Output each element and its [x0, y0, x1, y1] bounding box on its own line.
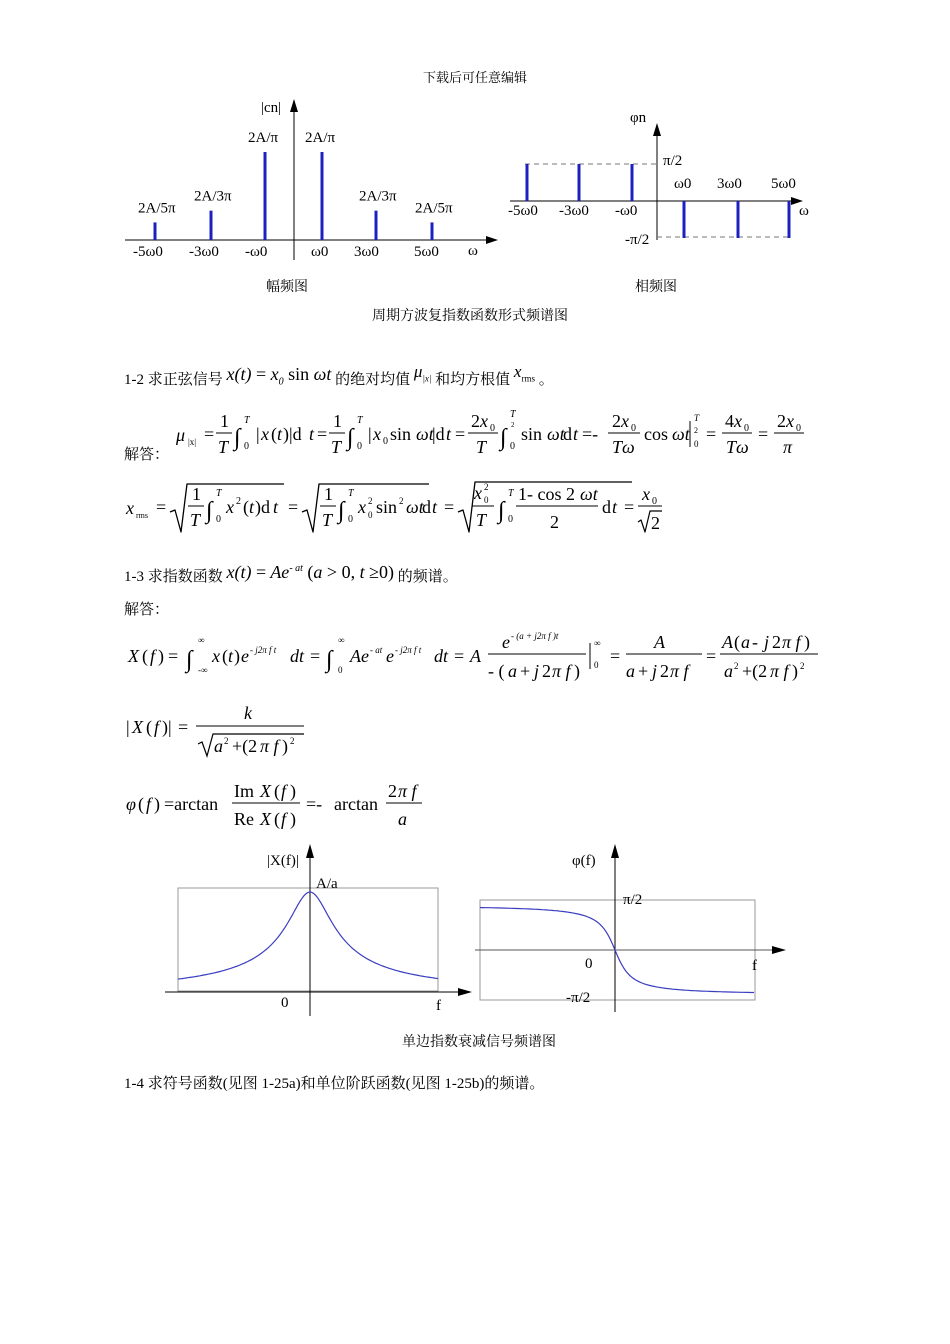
svg-text:|x|: |x| — [188, 437, 197, 447]
svg-text:T: T — [244, 415, 250, 426]
amp-xtick: -5ω0 — [133, 244, 163, 260]
svg-text:2: 2 — [651, 513, 660, 533]
svg-text:∫: ∫ — [234, 425, 241, 451]
p12-mu-symbol: $\mu_{|x|}$ — [413, 362, 432, 384]
svg-text:- j2π f t: - j2π f t — [395, 645, 422, 655]
svg-text:∫: ∫ — [500, 425, 507, 451]
svg-text:π f: π f — [770, 661, 789, 681]
svg-text:(: ( — [271, 424, 277, 444]
svg-text:A: A — [654, 632, 665, 652]
phase-xtick-pos: ω0 — [674, 176, 692, 192]
svg-text:2: 2 — [511, 421, 515, 429]
svg-text:f: f — [146, 794, 152, 814]
svg-text:1: 1 — [192, 484, 201, 504]
p12-text-a: 1-2 求正弦信号 — [124, 372, 223, 388]
svg-text:): ) — [804, 632, 810, 652]
svg-text:T: T — [216, 488, 222, 499]
svg-text:dt: dt — [434, 646, 449, 666]
svg-text:(: ( — [222, 646, 228, 666]
svg-text:j: j — [764, 632, 770, 652]
phase-axis-label: φn — [630, 110, 647, 126]
svg-text:sin: sin — [390, 424, 412, 444]
svg-text:ωt: ωt — [580, 484, 598, 504]
problem-1-4: 1-4 求符号函数(见图 1-25a)和单位阶跃函数(见图 1-25b)的频谱。 — [124, 1076, 545, 1092]
svg-text:∞: ∞ — [338, 635, 345, 645]
svg-text:(: ( — [734, 632, 740, 652]
svg-text:X: X — [132, 717, 143, 737]
svg-text:t: t — [612, 497, 618, 517]
svg-text:X: X — [260, 781, 271, 801]
mag-x-axis-label: f — [436, 998, 441, 1014]
svg-text:t: t — [277, 424, 283, 444]
svg-text:T: T — [331, 437, 342, 457]
svg-text:0: 0 — [484, 495, 489, 505]
phase2-axis-label: φ(f) — [572, 853, 596, 869]
svg-text:f: f — [281, 809, 287, 829]
svg-text:j: j — [534, 661, 540, 681]
svg-text:ωt: ωt — [416, 424, 434, 444]
svg-text:=: = — [444, 497, 455, 517]
svg-text:d: d — [563, 424, 572, 444]
svg-text:2: 2 — [388, 781, 397, 801]
svg-text:a: a — [398, 809, 407, 829]
p12-mu-equation — [172, 405, 822, 465]
svg-text:a: a — [508, 661, 517, 681]
svg-text:|: | — [368, 424, 372, 444]
svg-text:f: f — [150, 646, 156, 666]
svg-text:∫: ∫ — [498, 498, 505, 524]
svg-text:(: ( — [274, 809, 280, 829]
svg-text:=: = — [178, 717, 189, 737]
amp-axis-label: |cn| — [261, 100, 282, 116]
svg-text:- (a + j2π f )t: - (a + j2π f )t — [511, 631, 559, 641]
svg-text:T: T — [476, 510, 487, 530]
svg-text:-: - — [752, 632, 758, 652]
svg-text:0: 0 — [216, 514, 221, 525]
svg-text:): ) — [574, 661, 580, 681]
svg-text:(: ( — [138, 794, 144, 814]
svg-text:2: 2 — [800, 661, 805, 671]
svg-text:x: x — [373, 424, 381, 444]
svg-text:0: 0 — [368, 510, 373, 520]
svg-text:=-: =- — [306, 794, 323, 814]
svg-text:e: e — [502, 632, 510, 652]
phase2-bottom-label: -π/2 — [566, 990, 591, 1006]
fig2-title: 单边指数衰减信号频谱图 — [402, 1035, 556, 1050]
amp-xtick: -ω0 — [245, 244, 268, 260]
p13-text-a: 1-3 求指数函数 — [124, 569, 223, 585]
svg-text:2: 2 — [399, 496, 404, 506]
svg-text:Im: Im — [234, 781, 254, 801]
svg-text:∞: ∞ — [198, 635, 205, 645]
svg-text:+(2: +(2 — [742, 661, 768, 681]
svg-text:∫: ∫ — [326, 647, 333, 673]
mag-axis-label: |X(f)| — [267, 853, 299, 869]
svg-text:2: 2 — [224, 736, 229, 746]
svg-text:): ) — [234, 646, 240, 666]
phase2-y-arrow — [611, 844, 619, 858]
phase-xtick-pos: 3ω0 — [717, 176, 742, 192]
svg-text:): ) — [290, 809, 296, 829]
svg-text:Tω: Tω — [612, 437, 635, 457]
svg-text:0: 0 — [796, 423, 801, 434]
svg-text:0: 0 — [244, 441, 249, 452]
p13-magnitude-equation — [124, 698, 324, 760]
svg-text:t: t — [273, 497, 279, 517]
svg-text:x: x — [261, 424, 269, 444]
svg-text:0: 0 — [631, 423, 636, 434]
svg-text:|: | — [256, 424, 260, 444]
svg-text:2: 2 — [368, 496, 373, 506]
phase-xtick-neg: -5ω0 — [508, 203, 538, 219]
amp-bar-label: 2A/5π — [138, 200, 176, 217]
svg-text:2: 2 — [612, 411, 621, 431]
p12-xrms-symbol: $x_{rms}$ — [513, 362, 535, 384]
p12-text-d: 。 — [538, 372, 554, 388]
svg-text:f: f — [281, 781, 287, 801]
amp-xtick: -3ω0 — [189, 244, 219, 260]
svg-text:): ) — [282, 736, 288, 756]
svg-text:k: k — [244, 703, 252, 723]
amplitude-spectrum-chart — [120, 95, 510, 300]
svg-text:e: e — [386, 646, 394, 666]
svg-text:t: t — [432, 497, 438, 517]
svg-text:t: t — [249, 497, 255, 517]
amp-x-axis-label: ω — [468, 243, 478, 259]
svg-text:π f: π f — [260, 736, 279, 756]
svg-text:2: 2 — [550, 512, 559, 532]
svg-text:d: d — [602, 497, 611, 517]
svg-text:0: 0 — [357, 441, 362, 452]
svg-text:4: 4 — [725, 411, 734, 431]
phase2-x-arrow — [772, 946, 786, 954]
svg-text:2: 2 — [484, 482, 489, 492]
problem-1-3 — [124, 562, 458, 586]
svg-text:): ) — [154, 794, 160, 814]
svg-text:x: x — [474, 483, 482, 503]
svg-text:+: + — [520, 661, 531, 681]
svg-text:x: x — [480, 411, 488, 431]
p13-fourier-equation — [124, 625, 834, 687]
p13-signal-formula: $x(t) = Ae^{- at}$ (a > 0, t ≥0) — [226, 562, 394, 582]
svg-text:=: = — [706, 424, 717, 444]
amp-bar-label: 2A/3π — [359, 188, 397, 205]
svg-text:0: 0 — [383, 436, 388, 447]
svg-text:(: ( — [146, 717, 152, 737]
p12-answer-label: 解答： — [124, 447, 170, 463]
svg-text:t: t — [309, 424, 315, 444]
svg-text:): ) — [290, 781, 296, 801]
mag-peak-label: A/a — [316, 876, 338, 892]
svg-text:=: = — [455, 424, 466, 444]
svg-text:a: a — [724, 661, 733, 681]
svg-text:rms: rms — [136, 511, 148, 520]
svg-text:2: 2 — [777, 411, 786, 431]
svg-text:): ) — [792, 661, 798, 681]
svg-text:2: 2 — [542, 661, 551, 681]
svg-text:=-: =- — [582, 424, 599, 444]
phase-xtick-neg: -ω0 — [615, 203, 638, 219]
svg-text:=: = — [288, 497, 299, 517]
phase-spectrum-chart — [505, 95, 825, 300]
svg-text:Ae: Ae — [350, 646, 369, 666]
svg-text:1- cos 2: 1- cos 2 — [518, 484, 575, 504]
svg-text:x: x — [642, 484, 650, 504]
p12-signal-formula: $x(t) = x_0$ sin ωt — [226, 364, 332, 388]
svg-text:π f: π f — [782, 632, 801, 652]
svg-text:0: 0 — [694, 439, 699, 449]
svg-text:0: 0 — [490, 423, 495, 434]
svg-text:π f: π f — [670, 661, 689, 681]
svg-text:Re: Re — [234, 809, 254, 829]
svg-text:)|d: )|d — [283, 424, 302, 444]
svg-text:T: T — [190, 510, 201, 530]
amp-bar-label: 2A/π — [305, 130, 336, 146]
amp-x-arrow — [486, 236, 498, 244]
svg-text:ωt: ωt — [547, 424, 565, 444]
svg-text:- (: - ( — [488, 661, 505, 681]
p12-text-c: 和均方根值 — [435, 372, 511, 388]
svg-text:T: T — [348, 488, 354, 499]
svg-text:(: ( — [274, 781, 280, 801]
svg-text:cos: cos — [644, 424, 668, 444]
svg-text:T: T — [476, 437, 487, 457]
svg-text:0: 0 — [338, 665, 343, 675]
phase-caption: 相频图 — [635, 280, 677, 295]
phase-ytick-bottom: -π/2 — [625, 232, 650, 248]
svg-text:x: x — [621, 411, 629, 431]
svg-text:X: X — [260, 809, 271, 829]
svg-text:|: | — [126, 717, 130, 737]
svg-text:t: t — [228, 646, 234, 666]
svg-text:dt: dt — [290, 646, 305, 666]
svg-text:1: 1 — [324, 484, 333, 504]
svg-text:- at: - at — [370, 645, 383, 655]
svg-text:=arctan: =arctan — [164, 794, 219, 814]
svg-text:T: T — [357, 415, 363, 426]
svg-text:f: f — [154, 717, 160, 737]
mag-frame — [178, 888, 438, 991]
svg-text:=: = — [317, 424, 328, 444]
svg-text:π f: π f — [398, 781, 417, 801]
svg-text:x: x — [786, 411, 794, 431]
exp-magnitude-chart — [160, 840, 480, 1025]
svg-text:T: T — [510, 409, 516, 420]
svg-text:=: = — [454, 646, 465, 666]
svg-text:|d: |d — [432, 424, 445, 444]
mag-y-arrow — [306, 844, 314, 858]
svg-text:∫: ∫ — [338, 498, 345, 524]
svg-text:π f: π f — [552, 661, 571, 681]
problem-1-2 — [124, 362, 554, 392]
svg-text:2: 2 — [236, 496, 241, 507]
svg-text:(: ( — [142, 646, 148, 666]
p13-text-b: 的频谱。 — [397, 569, 458, 585]
svg-text:T: T — [322, 510, 333, 530]
svg-text:∫: ∫ — [347, 425, 354, 451]
mag-origin-label: 0 — [281, 995, 289, 1011]
phase2-x-axis-label: f — [752, 958, 757, 974]
phase-xtick-neg: -3ω0 — [559, 203, 589, 219]
svg-text:Tω: Tω — [726, 437, 749, 457]
svg-text:μ: μ — [176, 425, 186, 445]
svg-text:)d: )d — [255, 497, 270, 517]
amp-bar-label: 2A/π — [248, 130, 279, 146]
svg-text:)|: )| — [162, 717, 172, 737]
svg-text:-∞: -∞ — [198, 665, 208, 675]
svg-text:0: 0 — [508, 514, 513, 525]
p12-text-b: 的绝对均值 — [335, 372, 411, 388]
svg-text:a: a — [214, 736, 223, 756]
amp-caption: 幅频图 — [266, 280, 308, 295]
svg-text:2: 2 — [471, 411, 480, 431]
svg-text:π: π — [783, 437, 793, 457]
svg-text:2: 2 — [772, 632, 781, 652]
svg-text:): ) — [158, 646, 164, 666]
svg-text:- j2π f t: - j2π f t — [250, 645, 277, 655]
svg-text:+: + — [638, 661, 649, 681]
svg-text:d: d — [422, 497, 431, 517]
svg-text:1: 1 — [220, 411, 229, 431]
exp-phase-chart — [470, 840, 800, 1025]
svg-text:a: a — [626, 661, 635, 681]
p13-answer-label: 解答： — [124, 602, 170, 618]
svg-text:2: 2 — [734, 661, 739, 671]
svg-text:2: 2 — [694, 426, 698, 435]
svg-text:x: x — [226, 497, 234, 517]
amp-xtick: 3ω0 — [354, 244, 379, 260]
amp-xtick: ω0 — [311, 244, 329, 260]
svg-text:T: T — [218, 437, 229, 457]
amp-y-arrow — [290, 99, 298, 112]
svg-text:arctan: arctan — [334, 794, 378, 814]
p12-rms-equation — [124, 478, 684, 538]
fig1-title: 周期方波复指数函数形式频谱图 — [372, 309, 568, 324]
phase2-origin-label: 0 — [585, 956, 593, 972]
phase-xtick-pos: 5ω0 — [771, 176, 796, 192]
svg-text:x: x — [212, 646, 220, 666]
svg-text:x: x — [358, 497, 366, 517]
svg-text:T: T — [694, 413, 700, 423]
svg-text:0: 0 — [744, 423, 749, 434]
svg-text:∫: ∫ — [206, 498, 213, 524]
phase2-top-label: π/2 — [623, 892, 643, 908]
svg-text:=: = — [156, 497, 167, 517]
svg-text:sin: sin — [376, 497, 398, 517]
mag-curve — [178, 892, 438, 979]
svg-text:t: t — [446, 424, 452, 444]
svg-text:=: = — [610, 646, 621, 666]
svg-text:∞: ∞ — [594, 638, 601, 648]
svg-text:x: x — [734, 411, 742, 431]
svg-text:ωt: ωt — [406, 497, 424, 517]
svg-text:t: t — [573, 424, 579, 444]
svg-text:2: 2 — [290, 736, 295, 746]
svg-text:φ: φ — [126, 794, 136, 814]
amp-xtick: 5ω0 — [414, 244, 439, 260]
svg-text:=: = — [310, 646, 321, 666]
p13-phase-equation — [124, 775, 444, 837]
svg-text:sin: sin — [521, 424, 543, 444]
header-note: 下载后可任意编辑 — [422, 70, 527, 85]
svg-text:+(2: +(2 — [232, 736, 258, 756]
svg-text:e: e — [241, 646, 249, 666]
svg-text:0: 0 — [594, 660, 599, 670]
svg-text:T: T — [508, 488, 514, 499]
svg-text:j: j — [652, 661, 658, 681]
svg-text:ωt: ωt — [672, 424, 690, 444]
svg-text:A: A — [722, 632, 733, 652]
svg-text:1: 1 — [333, 411, 342, 431]
svg-text:0: 0 — [348, 514, 353, 525]
svg-text:(: ( — [243, 497, 249, 517]
svg-text:=: = — [168, 646, 179, 666]
phase-ytick-top: π/2 — [663, 153, 683, 169]
svg-text:x: x — [126, 498, 134, 518]
svg-text:a: a — [741, 632, 750, 652]
phase-x-axis-label: ω — [799, 203, 809, 219]
svg-text:=: = — [706, 646, 717, 666]
svg-text:=: = — [624, 497, 635, 517]
svg-text:X: X — [128, 646, 139, 666]
svg-text:A: A — [470, 646, 481, 666]
phase-y-arrow — [653, 123, 661, 136]
svg-text:=: = — [204, 424, 215, 444]
svg-text:2: 2 — [660, 661, 669, 681]
svg-text:=: = — [758, 424, 769, 444]
svg-text:0: 0 — [652, 496, 657, 507]
amp-bar-label: 2A/3π — [194, 188, 232, 205]
amp-bar-label: 2A/5π — [415, 200, 453, 217]
svg-text:0: 0 — [510, 441, 515, 452]
svg-text:∫: ∫ — [186, 647, 193, 673]
